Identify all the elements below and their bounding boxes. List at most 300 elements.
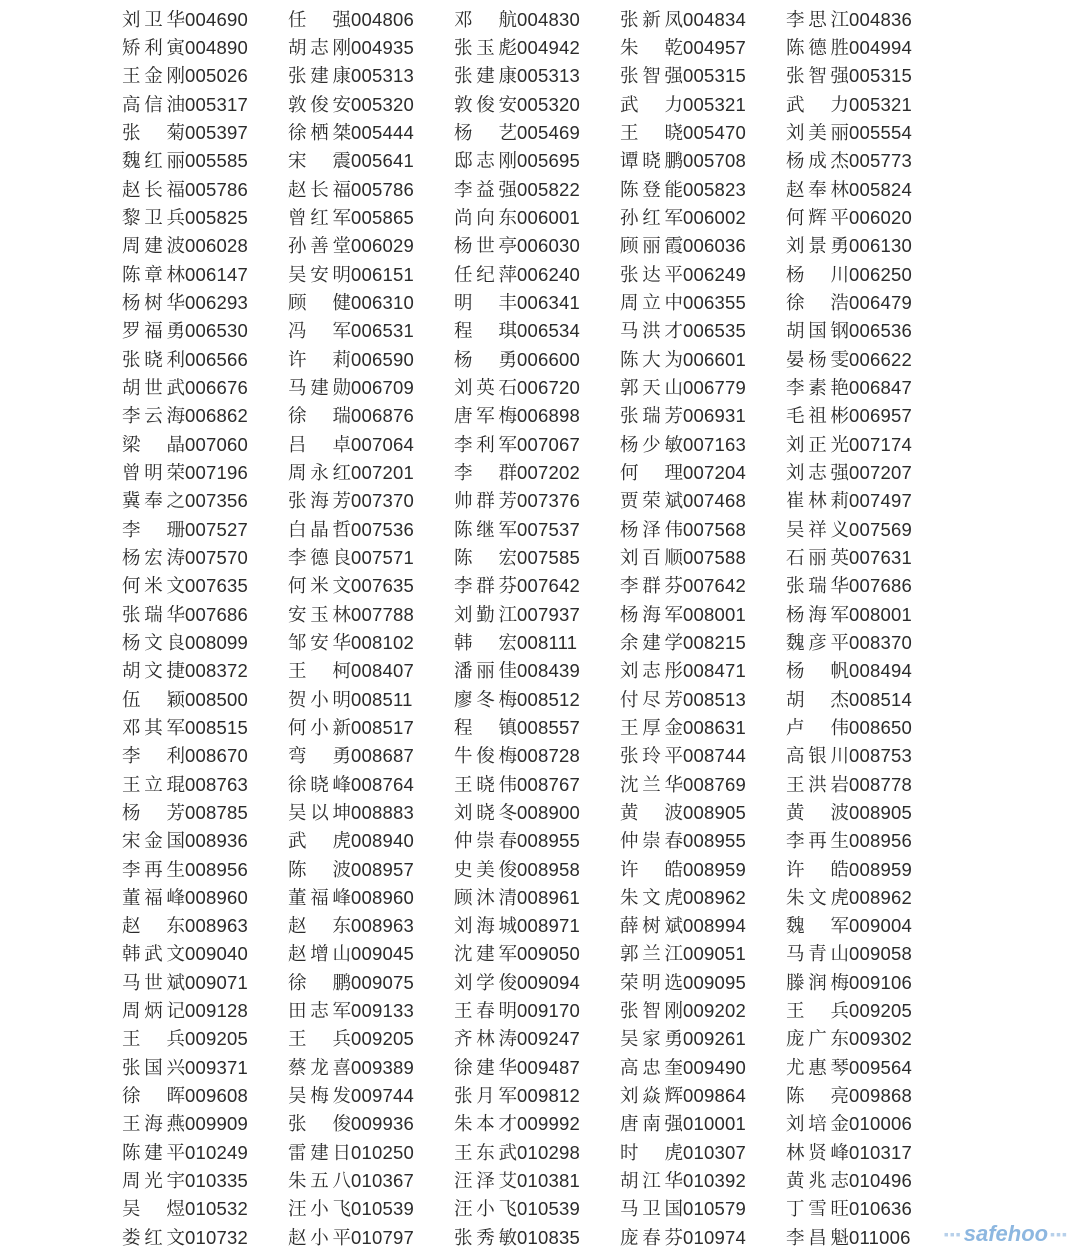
person-name: 刘美丽 [786,122,849,144]
id-number: 008769 [683,773,746,795]
id-number: 008959 [683,858,746,880]
person-name: 黎卫兵 [122,207,185,229]
list-item [288,1029,454,1050]
id-number: 008955 [683,830,746,852]
list-item [288,463,454,484]
list-item [786,944,952,965]
id-number: 009202 [683,1000,746,1022]
id-number: 005444 [351,121,414,143]
id-number: 005786 [185,178,248,200]
person-name: 李 利 [122,746,185,768]
list-item [786,548,952,569]
id-number: 008961 [517,886,580,908]
id-number: 008767 [517,773,580,795]
person-name: 李再生 [122,859,185,881]
list-item [288,1001,454,1022]
id-number: 005554 [849,121,912,143]
watermark-dots-right: ▪▪▪ [1050,1226,1068,1242]
person-name: 李昌魁 [786,1227,849,1249]
id-number: 008955 [517,830,580,852]
list-item [454,350,620,371]
list-item [454,1114,620,1135]
id-number: 009864 [683,1085,746,1107]
id-number: 009302 [849,1028,912,1050]
id-number: 006590 [351,348,414,370]
list-item [620,1029,786,1050]
table-row [122,459,952,487]
list-item [122,236,288,257]
list-item [454,860,620,881]
person-name: 张 菊 [122,122,185,144]
person-name: 邓 航 [454,9,517,31]
id-number: 010298 [517,1141,580,1163]
person-name: 牛俊梅 [454,746,517,768]
table-row [122,488,952,516]
person-name: 刘海城 [454,916,517,938]
table-row [122,289,952,317]
id-number: 006036 [683,235,746,257]
person-name: 薛树斌 [620,916,683,938]
list-item [786,916,952,937]
list-item [620,1001,786,1022]
person-name: 仲崇春 [454,831,517,853]
id-number: 008936 [185,830,248,852]
id-number: 008905 [849,801,912,823]
person-name: 孙红军 [620,207,683,229]
id-number: 005320 [517,93,580,115]
person-name: 胡世武 [122,377,185,399]
person-name: 罗福勇 [122,321,185,343]
list-item [786,463,952,484]
list-item [122,1228,288,1249]
table-row [122,771,952,799]
list-item [288,435,454,456]
person-name: 张建康 [288,66,351,88]
list-item [786,633,952,654]
table-row [122,1026,952,1054]
id-number: 007642 [683,575,746,597]
table-row [122,346,952,374]
list-item [288,860,454,881]
id-number: 008940 [351,830,414,852]
person-name: 杨少敏 [620,434,683,456]
person-name: 朱五八 [288,1171,351,1193]
person-name: 邓其军 [122,717,185,739]
id-number: 008728 [517,745,580,767]
list-item [122,690,288,711]
list-item [454,690,620,711]
list-item [454,151,620,172]
id-number: 004806 [351,8,414,30]
id-number: 009050 [517,943,580,965]
table-row [122,431,952,459]
list-item [620,406,786,427]
person-name: 冯 军 [288,321,351,343]
list-item [786,1029,952,1050]
list-item [454,888,620,909]
id-number: 008512 [517,688,580,710]
person-name: 魏红丽 [122,151,185,173]
person-name: 张瑞芳 [620,406,683,428]
table-row [122,969,952,997]
person-name: 马卫国 [620,1199,683,1221]
id-number: 010367 [351,1170,414,1192]
id-number: 008962 [683,886,746,908]
list-item [454,718,620,739]
id-number: 006931 [683,405,746,427]
id-number: 008517 [351,716,414,738]
list-item [288,406,454,427]
id-number: 005315 [683,65,746,87]
list-item [620,831,786,852]
person-name: 马洪才 [620,321,683,343]
list-item [122,916,288,937]
person-name: 李德良 [288,547,351,569]
person-name: 陈 宏 [454,547,517,569]
list-item [620,803,786,824]
list-item [288,321,454,342]
person-name: 顾丽霞 [620,236,683,258]
list-item [620,1058,786,1079]
list-item [288,1114,454,1135]
list-item [288,973,454,994]
list-item [454,576,620,597]
person-name: 林贤峰 [786,1142,849,1164]
person-name: 梁 晶 [122,434,185,456]
list-item [454,463,620,484]
person-name: 徐 鹏 [288,972,351,994]
table-row [122,856,952,884]
table-row [122,318,952,346]
person-name: 张瑞华 [122,604,185,626]
person-name: 许 皓 [786,859,849,881]
table-row [122,913,952,941]
list-item [620,520,786,541]
person-name: 周光宇 [122,1171,185,1193]
list-item [288,350,454,371]
person-name: 韩 宏 [454,632,517,654]
list-item [786,151,952,172]
person-name: 刘学俊 [454,972,517,994]
list-item [288,548,454,569]
list-item [786,831,952,852]
person-name: 周建波 [122,236,185,258]
list-item [122,860,288,881]
person-name: 蔡龙喜 [288,1057,351,1079]
id-number: 005708 [683,150,746,172]
person-name: 李群芬 [620,576,683,598]
list-item [122,548,288,569]
table-row [122,714,952,742]
person-name: 朱 乾 [620,37,683,59]
id-number: 009992 [517,1113,580,1135]
id-number: 006028 [185,235,248,257]
list-item [122,803,288,824]
list-item [620,1114,786,1135]
id-number: 010974 [683,1226,746,1248]
list-item [288,38,454,59]
id-number: 006709 [351,376,414,398]
id-number: 009564 [849,1056,912,1078]
id-number: 008963 [351,915,414,937]
id-number: 008971 [517,915,580,937]
person-name: 曾红军 [288,207,351,229]
list-item [786,803,952,824]
person-name: 吴梅发 [288,1086,351,1108]
person-name: 张海芳 [288,491,351,513]
table-row [122,743,952,771]
id-number: 007642 [517,575,580,597]
id-number: 005823 [683,178,746,200]
id-number: 009744 [351,1085,414,1107]
list-item [122,350,288,371]
id-number: 007527 [185,518,248,540]
person-name: 顾 健 [288,292,351,314]
person-name: 徐 浩 [786,292,849,314]
person-name: 马世斌 [122,972,185,994]
table-row [122,148,952,176]
list-item [122,1114,288,1135]
person-name: 张智强 [786,66,849,88]
id-number: 010381 [517,1170,580,1192]
id-number: 008900 [517,801,580,823]
table-row [122,176,952,204]
table-row [122,1196,952,1224]
list-item [122,633,288,654]
person-name: 王东武 [454,1142,517,1164]
id-number: 008956 [849,830,912,852]
id-number: 008513 [683,688,746,710]
person-name: 杨宏涛 [122,547,185,569]
id-number: 009371 [185,1056,248,1078]
id-number: 008494 [849,660,912,682]
list-item [620,576,786,597]
person-name: 沈兰华 [620,774,683,796]
id-number: 007060 [185,433,248,455]
list-item [122,1029,288,1050]
list-item [454,831,620,852]
person-name: 王海燕 [122,1114,185,1136]
person-name: 邸志刚 [454,151,517,173]
id-number: 008956 [185,858,248,880]
list-item [122,123,288,144]
list-item [122,10,288,31]
person-name: 曾明荣 [122,462,185,484]
id-number: 010579 [683,1198,746,1220]
person-name: 刘志强 [786,462,849,484]
list-item [288,1199,454,1220]
id-number: 009133 [351,1000,414,1022]
person-name: 武 力 [786,94,849,116]
list-item [288,66,454,87]
person-name: 毛祖彬 [786,406,849,428]
id-number: 009106 [849,971,912,993]
person-name: 邹安华 [288,632,351,654]
id-number: 004834 [683,8,746,30]
person-name: 何米文 [288,576,351,598]
list-item [122,1143,288,1164]
id-number: 004935 [351,36,414,58]
table-row [122,261,952,289]
table-row [122,91,952,119]
list-item [122,321,288,342]
list-item [786,350,952,371]
list-item [786,661,952,682]
id-number: 010249 [185,1141,248,1163]
list-item [122,38,288,59]
id-number: 009812 [517,1085,580,1107]
list-item [454,973,620,994]
id-number: 009909 [185,1113,248,1135]
person-name: 陈登能 [620,179,683,201]
id-number: 009487 [517,1056,580,1078]
id-number: 006622 [849,348,912,370]
list-item [786,690,952,711]
person-name: 董福峰 [288,887,351,909]
id-number: 007635 [185,575,248,597]
list-item [454,293,620,314]
person-name: 徐建华 [454,1057,517,1079]
list-item [620,66,786,87]
person-name: 陈建平 [122,1142,185,1164]
person-name: 唐南强 [620,1114,683,1136]
person-name: 李 群 [454,462,517,484]
person-name: 孙善堂 [288,236,351,258]
person-name: 张玲平 [620,746,683,768]
id-number: 010636 [849,1198,912,1220]
list-item [454,236,620,257]
id-number: 005585 [185,150,248,172]
person-name: 何小新 [288,717,351,739]
list-item [786,293,952,314]
list-item [454,661,620,682]
id-number: 009095 [683,971,746,993]
id-number: 006876 [351,405,414,427]
person-name: 尚向东 [454,207,517,229]
id-number: 007163 [683,433,746,455]
person-name: 晏杨雯 [786,349,849,371]
person-name: 李云海 [122,406,185,428]
id-number: 009936 [351,1113,414,1135]
list-item [620,973,786,994]
id-number: 008471 [683,660,746,682]
person-name: 娄红文 [122,1227,185,1249]
id-number: 007201 [351,461,414,483]
person-name: 陈继军 [454,519,517,541]
list-item [454,1171,620,1192]
id-number: 006534 [517,320,580,342]
list-item [620,265,786,286]
person-name: 帅群芳 [454,491,517,513]
list-item [454,265,620,286]
person-name: 赵长福 [122,179,185,201]
id-number: 010392 [683,1170,746,1192]
list-item [122,1058,288,1079]
list-item [786,38,952,59]
list-item [454,1001,620,1022]
list-item [454,180,620,201]
list-item [288,180,454,201]
id-number: 006240 [517,263,580,285]
list-item [620,491,786,512]
person-name: 张建康 [454,66,517,88]
person-name: 赵奉林 [786,179,849,201]
person-name: 潘丽佳 [454,661,517,683]
list-item [288,208,454,229]
id-number: 008111 [517,631,578,653]
person-name: 石丽英 [786,547,849,569]
person-name: 胡江华 [620,1171,683,1193]
id-number: 005865 [351,206,414,228]
id-number: 008744 [683,745,746,767]
list-item [786,406,952,427]
person-name: 顾沐清 [454,887,517,909]
id-number: 005026 [185,65,248,87]
person-name: 胡国钢 [786,321,849,343]
id-number: 009045 [351,943,414,965]
person-name: 王金刚 [122,66,185,88]
id-number: 004994 [849,36,912,58]
list-item [288,944,454,965]
person-name: 高忠奎 [620,1057,683,1079]
person-name: 徐晓峰 [288,774,351,796]
person-name: 赵 东 [122,916,185,938]
id-number: 009058 [849,943,912,965]
id-number: 007207 [849,461,912,483]
id-number: 008001 [849,603,912,625]
list-item [786,95,952,116]
list-item [288,293,454,314]
person-name: 刘百顺 [620,547,683,569]
id-number: 009608 [185,1085,248,1107]
list-item [288,123,454,144]
id-number: 005641 [351,150,414,172]
list-item [122,491,288,512]
id-number: 009389 [351,1056,414,1078]
person-name: 何辉平 [786,207,849,229]
person-name: 张秀敏 [454,1227,517,1249]
person-name: 张达平 [620,264,683,286]
person-name: 刘景勇 [786,236,849,258]
person-name: 李素艳 [786,377,849,399]
list-item [122,605,288,626]
list-item [288,1228,454,1249]
id-number: 008764 [351,773,414,795]
id-number: 009071 [185,971,248,993]
id-number: 007937 [517,603,580,625]
person-name: 庞广东 [786,1029,849,1051]
table-row [122,1167,952,1195]
person-name: 李思江 [786,9,849,31]
list-item [620,1199,786,1220]
safehoo-watermark [942,1221,1070,1247]
person-name: 高信油 [122,94,185,116]
list-item [454,1058,620,1079]
id-number: 010539 [517,1198,580,1220]
person-name: 高银川 [786,746,849,768]
list-item [620,1086,786,1107]
person-name: 沈建军 [454,944,517,966]
list-item [786,860,952,881]
list-item [786,180,952,201]
person-name: 杨 勇 [454,349,517,371]
id-number: 006531 [351,320,414,342]
list-item [620,208,786,229]
list-item [288,520,454,541]
list-item [288,746,454,767]
id-number: 007204 [683,461,746,483]
person-name: 许 皓 [620,859,683,881]
